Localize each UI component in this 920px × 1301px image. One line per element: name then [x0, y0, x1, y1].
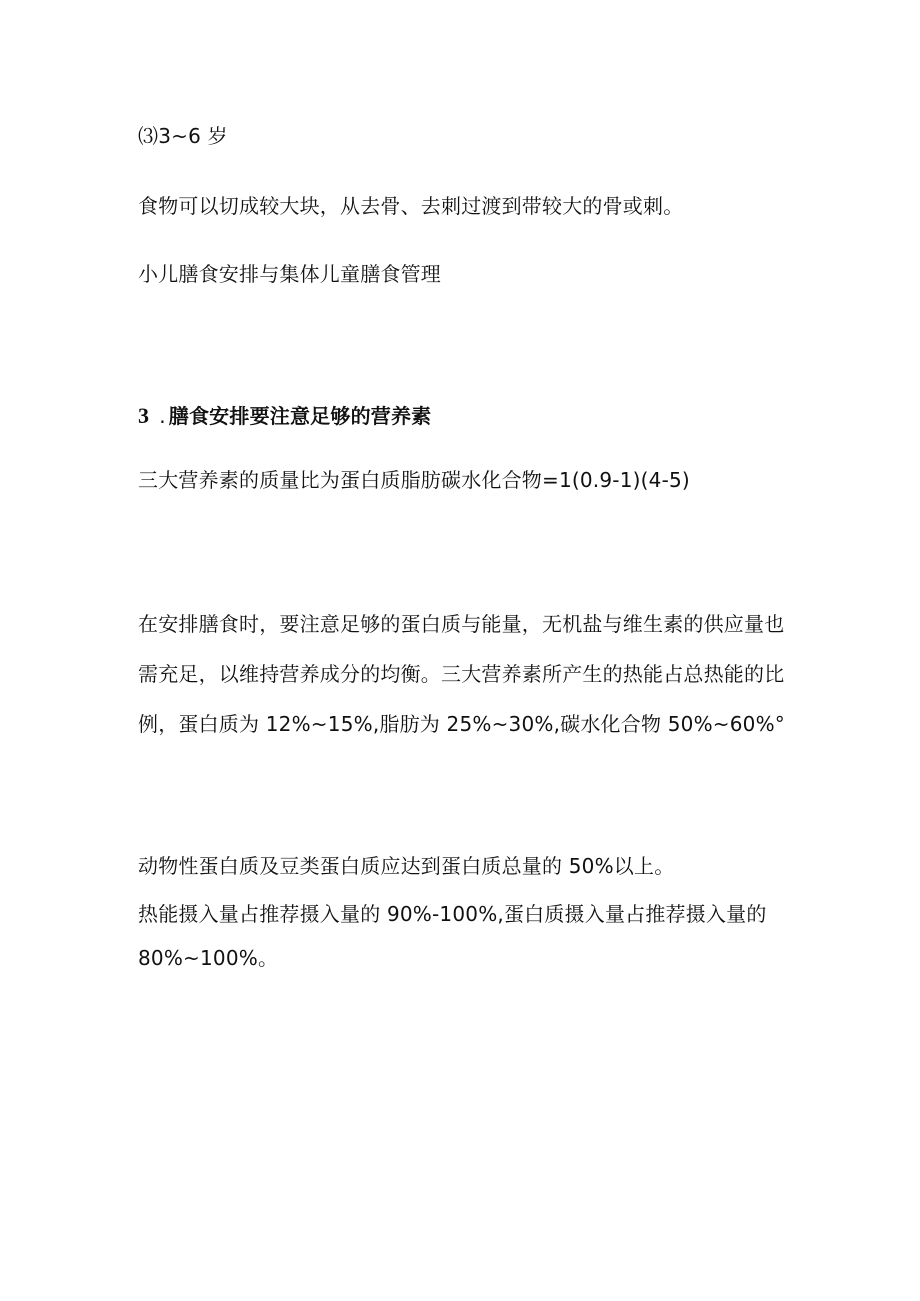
nutrient-ratio-text: 三大营养素的质量比为蛋白质脂肪碳水化合物=1(0.9-1)(4-5)	[138, 468, 690, 492]
paragraph-2-line-1: 动物性蛋白质及豆类蛋白质应达到蛋白质总量的 50%以上。	[138, 854, 675, 878]
section-subtitle: 小儿膳食安排与集体儿童膳食管理	[138, 262, 441, 286]
heading-title: 膳食安排要注意足够的营养素	[168, 404, 432, 428]
heading-dot: .	[159, 404, 166, 428]
paragraph-1-line-2: 需充足，以维持营养成分的均衡。三大营养素所产生的热能占总热能的比	[138, 662, 785, 686]
heading-number: 3	[138, 403, 150, 428]
paragraph-1-line-3: 例，蛋白质为 12%~15%,脂肪为 25%~30%,碳水化合物 50%~60%°	[138, 712, 785, 736]
paragraph-2-line-3: 80%~100%。	[138, 946, 279, 970]
paragraph-1-line-1: 在安排膳食时，要注意足够的蛋白质与能量，无机盐与维生素的供应量也	[138, 612, 785, 636]
food-preparation-text: 食物可以切成较大块，从去骨、去刺过渡到带较大的骨或刺。	[138, 194, 684, 218]
section-heading	[138, 404, 431, 428]
age-range-label: ⑶3~6 岁	[138, 124, 228, 148]
paragraph-2-line-2: 热能摄入量占推荐摄入量的 90%-100%,蛋白质摄入量占推荐摄入量的	[138, 902, 767, 926]
